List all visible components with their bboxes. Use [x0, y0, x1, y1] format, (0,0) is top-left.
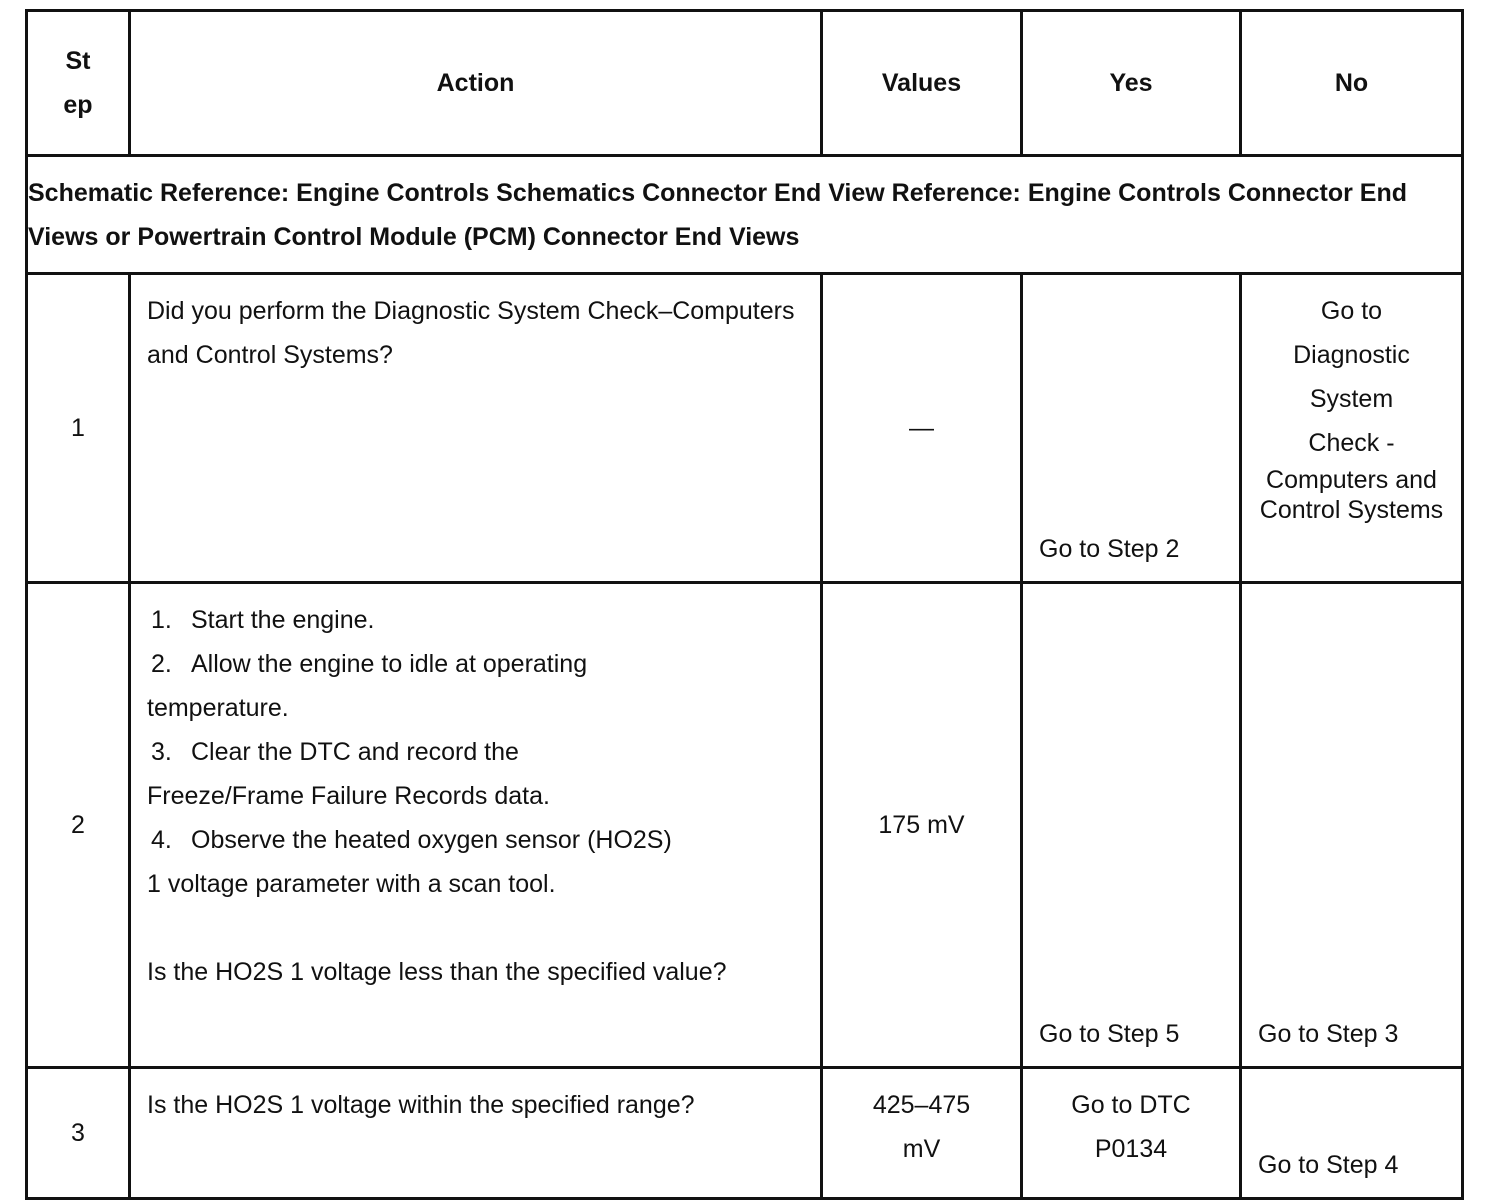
header-row: [27, 11, 1463, 156]
step-number: 2: [27, 583, 130, 1068]
schematic-reference: Schematic Reference: Engine Controls Schematics Connector End View Reference: Engine Controls Connector End Views or Powertrain Control Module (PCM) Connector End Views: [27, 156, 1463, 274]
yes-cell: Go to DTC P0134: [1022, 1068, 1241, 1199]
list-item: 3. Clear the DTC and record the Freeze/Frame Failure Records data.: [147, 738, 550, 810]
no-cell: Go to Step 3: [1241, 583, 1463, 1068]
step-number: 1: [27, 274, 130, 583]
header-yes: Yes: [1022, 11, 1241, 156]
step-number: 3: [27, 1068, 130, 1199]
header-no: No: [1241, 11, 1463, 156]
yes-cell: Go to Step 2: [1022, 274, 1241, 583]
yes-cell: Go to Step 5: [1022, 583, 1241, 1068]
table-row: [27, 1068, 1463, 1199]
header-action: Action: [130, 11, 822, 156]
values-cell: —: [822, 274, 1022, 583]
header-step: St ep: [27, 11, 130, 156]
no-cell: Go to Step 4: [1241, 1068, 1463, 1199]
action-text: Did you perform the Diagnostic System Check–Computers and Control Systems?: [130, 274, 822, 583]
values-cell: 425–475 mV: [822, 1068, 1022, 1199]
list-item: 4. Observe the heated oxygen sensor (HO2S) 1 voltage parameter with a scan tool.: [147, 826, 672, 898]
reference-row: [27, 156, 1463, 274]
list-item: 1. Start the engine.: [151, 606, 375, 634]
no-cell: Go to Diagnostic System Check - Computers and Control Systems: [1241, 274, 1463, 583]
action-list: [130, 583, 822, 1068]
action-text: Is the HO2S 1 voltage within the specified range?: [130, 1068, 822, 1199]
question-text: Is the HO2S 1 voltage less than the specified value?: [147, 958, 727, 986]
values-cell: 175 mV: [822, 583, 1022, 1068]
list-item: 2. Allow the engine to idle at operating temperature.: [147, 650, 588, 722]
table-row: [27, 583, 1463, 1068]
header-values: Values: [822, 11, 1022, 156]
table-row: [27, 274, 1463, 583]
diagnostic-table: [25, 9, 1464, 1200]
